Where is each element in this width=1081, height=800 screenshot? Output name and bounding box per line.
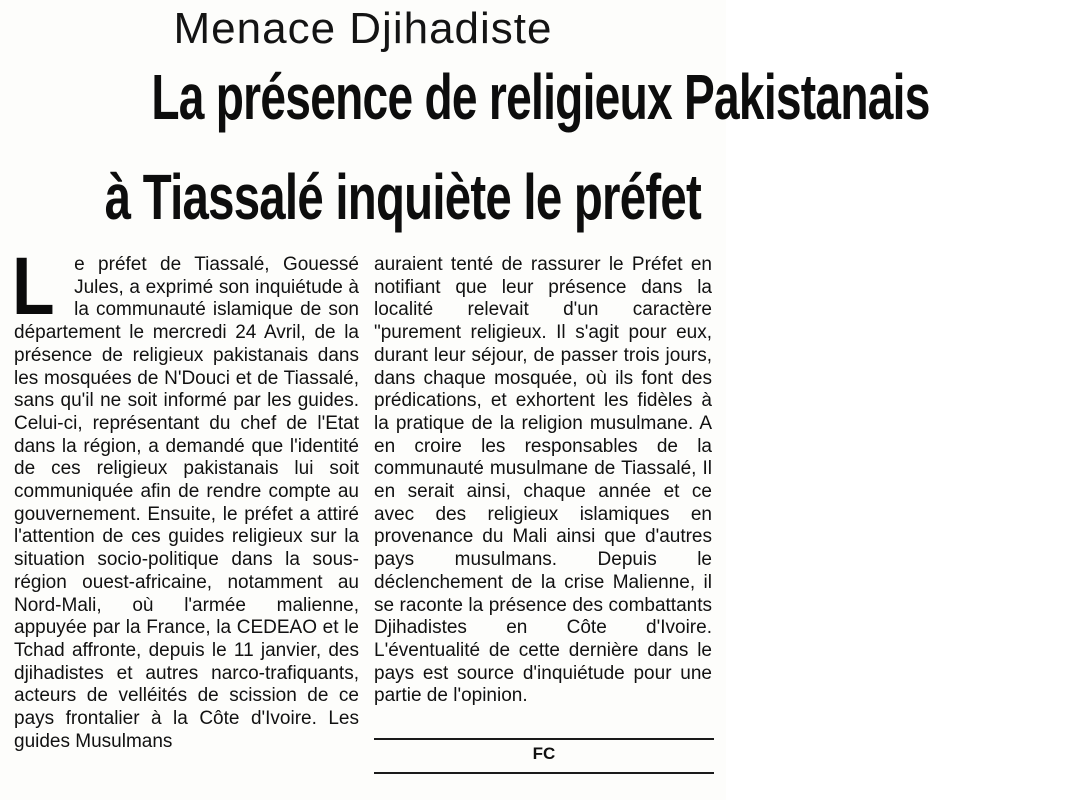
headline-line-1: [0, 60, 930, 134]
author-signature: FC: [532, 744, 556, 763]
signature-rule-top: [374, 738, 714, 740]
drop-cap: L: [12, 241, 55, 332]
signature-rule-bottom: [374, 772, 714, 774]
article-body-left: e préfet de Tiassalé, Gouessé Jules, a exprimé son inquiétude à la communauté islamique de son département le mercredi 24 Avril, de la présence de religieux pakistanais dans les mosquées de N'Douci et de Tiassalé, sans qu'il ne soit informé par les guides. Celui-ci, représentant du chef de l'Etat dans la région, a demandé que l'identité de ces religieux pakistanais lui soit communiquée afin de rendre compte au gouvernement. Ensuite, le préfet a attiré l'attention de ces guides religieux sur la situation socio-politique dans la sous-région ouest-africaine, notamment au Nord-Mali, où l'armée malienne, appuyée par la France, la CEDEAO et le Tchad affronte, depuis le 11 janvier, des djihadistes et autres narco-trafiquants, acteurs de velléités de scission de ce pays frontalier à la Côte d'Ivoire. Les guides Musulmans: [14, 254, 359, 752]
article-body-right: auraient tenté de rassurer le Préfet en notifiant que leur présence dans la localité relevait d'un caractère "purement religieux. Il s'agit pour eux, durant leur séjour, de passer trois jours, dans chaque mosquée, où ils font des prédications, et exhortent les fidèles à la pratique de la religion musulmane. A en croire les responsables de la communauté musulmane de Tiassalé, Il en serait ainsi, chaque année et ce avec des religieux islamiques en provenance du Mali ainsi que d'autres pays musulmans. Depuis le déclenchement de la crise Malienne, il se raconte la présence des combattants Djihadistes en Côte d'Ivoire. L'éventualité de cette dernière dans le pays est source d'inquiétude pour une partie de l'opinion.: [374, 254, 712, 707]
article-column-left: [12, 241, 359, 753]
headline-line-1-text: La présence de religieux Pakistanais: [151, 61, 930, 133]
kicker-heading: Menace Djihadiste: [173, 4, 553, 53]
headline-line-2: [0, 160, 726, 234]
headline-line-2-text: à Tiassalé inquiète le préfet: [104, 161, 701, 233]
article-column-right: [374, 254, 712, 708]
